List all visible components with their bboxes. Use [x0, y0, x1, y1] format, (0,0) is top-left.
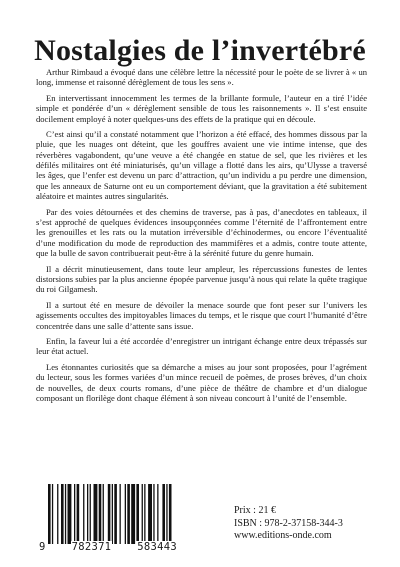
- barcode-bar: [94, 484, 98, 544]
- barcode-digits: [38, 541, 178, 553]
- barcode-bar: [48, 484, 51, 544]
- barcode-bar: [131, 484, 135, 544]
- paragraph: Par des voies détournées et des chemins de traverse, pas à pas, d’anecdotes en tableaux, il s’est approché de quelques évidences insoupçonnées comme l’éternité de l’affrontement entre les grenouilles et les rats ou la mutation irréversible d’échinodermes, ou encore l’éventualité d’une modification du mode de reproduction des mammifères et a admis, contre toute attente, que la bulle de savon contribuerait peut-être à la sérénité future du genre humain.: [36, 206, 367, 259]
- barcode-bar: [87, 484, 88, 544]
- publisher-website: www.editions-onde.com: [234, 530, 332, 541]
- back-cover-text: [36, 67, 367, 408]
- barcode-bar: [144, 484, 145, 544]
- barcode-bar: [169, 484, 172, 544]
- isbn-barcode: [38, 484, 178, 552]
- publication-info: [234, 505, 394, 543]
- barcode-bar: [157, 484, 158, 544]
- barcode-bar: [83, 484, 84, 544]
- paragraph: C’est ainsi qu’il a constaté notamment que l’horizon a été effacé, des hommes dissous par la pluie, que les nuages ont déteint, que les gouffres avaient une vie intime intense, que des réverbères vagabondent, qu’une veuve a été changée en statue de sel, que les rivières et les défilés militaires ont été miniaturisés, qu’un village a flotté dans les airs, qu’Ulysse a traversé les âges, que l’enfer est devenu un parc d’attraction, qu’un individu a pu perdre une dimension, que les anneaux de Saturne ont eu un comportement déviant, que la gravitation a été subitement aléatoire et maintes autres singularités.: [36, 129, 367, 202]
- paragraph: Il a décrit minutieusement, dans toute leur ampleur, les répercussions funestes de lentes distorsions subies par la plus ancienne épopée parvenue jusqu’à nous qui relate la quête tragique du roi Gilgamesh.: [36, 263, 367, 295]
- barcode-bar: [127, 484, 130, 544]
- barcode-bar: [136, 484, 139, 544]
- barcode-bar: [112, 484, 113, 544]
- book-title: Nostalgies de l’invertébré: [34, 34, 366, 68]
- paragraph: En intervertissant innocemment les termes de la brillante formule, l’auteur en a tiré l’idée simple et pondérée d’un « dérèglement sensible de tous les raisonnements ». Il s’est ensuite docilement employé à noter quelques-uns des effets de la pratique qui en découle.: [36, 92, 367, 124]
- barcode-bar: [57, 484, 58, 544]
- barcode-bar: [125, 484, 126, 544]
- paragraph: Il a surtout été en mesure de dévoiler la menace sourde que font peser sur l’univers les agissements occultes des impitoyables limaces du temps, et le risque que court l’humanité d’être concentrée dans une salle d’attente sans issue.: [36, 299, 367, 331]
- barcode-bar: [120, 484, 121, 544]
- price: Prix : 21 €: [234, 505, 276, 516]
- isbn: ISBN : 978-2-37158-344-3: [234, 517, 343, 529]
- barcode-bar: [108, 484, 111, 544]
- barcode-digit-group-left: 782371: [71, 541, 112, 553]
- barcode-bar: [103, 484, 104, 544]
- barcode-bar: [52, 484, 53, 544]
- barcode-bar: [148, 484, 152, 544]
- barcode-bar: [90, 484, 91, 544]
- barcode-bar: [142, 484, 143, 544]
- barcode-bar: [68, 484, 72, 544]
- paragraph: Arthur Rimbaud a évoqué dans une célèbre lettre la nécessité pour le poète de se livrer à « un long, immense et raisonné dérèglement de tous les sens ».: [36, 67, 367, 88]
- barcode-bars: [38, 484, 178, 544]
- barcode-bar: [162, 484, 165, 544]
- paragraph: Enfin, la faveur lui a été accordée d’enregistrer un intrigant échange entre deux trépassés sur leur état actuel.: [36, 336, 367, 357]
- barcode-bar: [77, 484, 80, 544]
- paragraph: Les étonnantes curiosités que sa démarche a mises au jour sont proposées, pour l’agrément du lecteur, sous les formes variées d’un mince recueil de poèmes, de proses brèves, d’un choix de nouvelles, de deux courts romans, d’une pièce de théâtre de chambre et d’un dialogue composant un florilège dont chaque élément à son niveau concourt à l’unité de l’ensemble.: [36, 361, 367, 403]
- barcode-bar: [74, 484, 75, 544]
- barcode-digit-prefix: 9: [39, 541, 46, 553]
- barcode-bar: [153, 484, 154, 544]
- barcode-bar: [99, 484, 102, 544]
- barcode-bar: [61, 484, 64, 544]
- barcode-bar: [114, 484, 117, 544]
- barcode-digit-group-right: 583443: [137, 541, 177, 553]
- barcode-bar: [166, 484, 167, 544]
- barcode-bar: [65, 484, 66, 544]
